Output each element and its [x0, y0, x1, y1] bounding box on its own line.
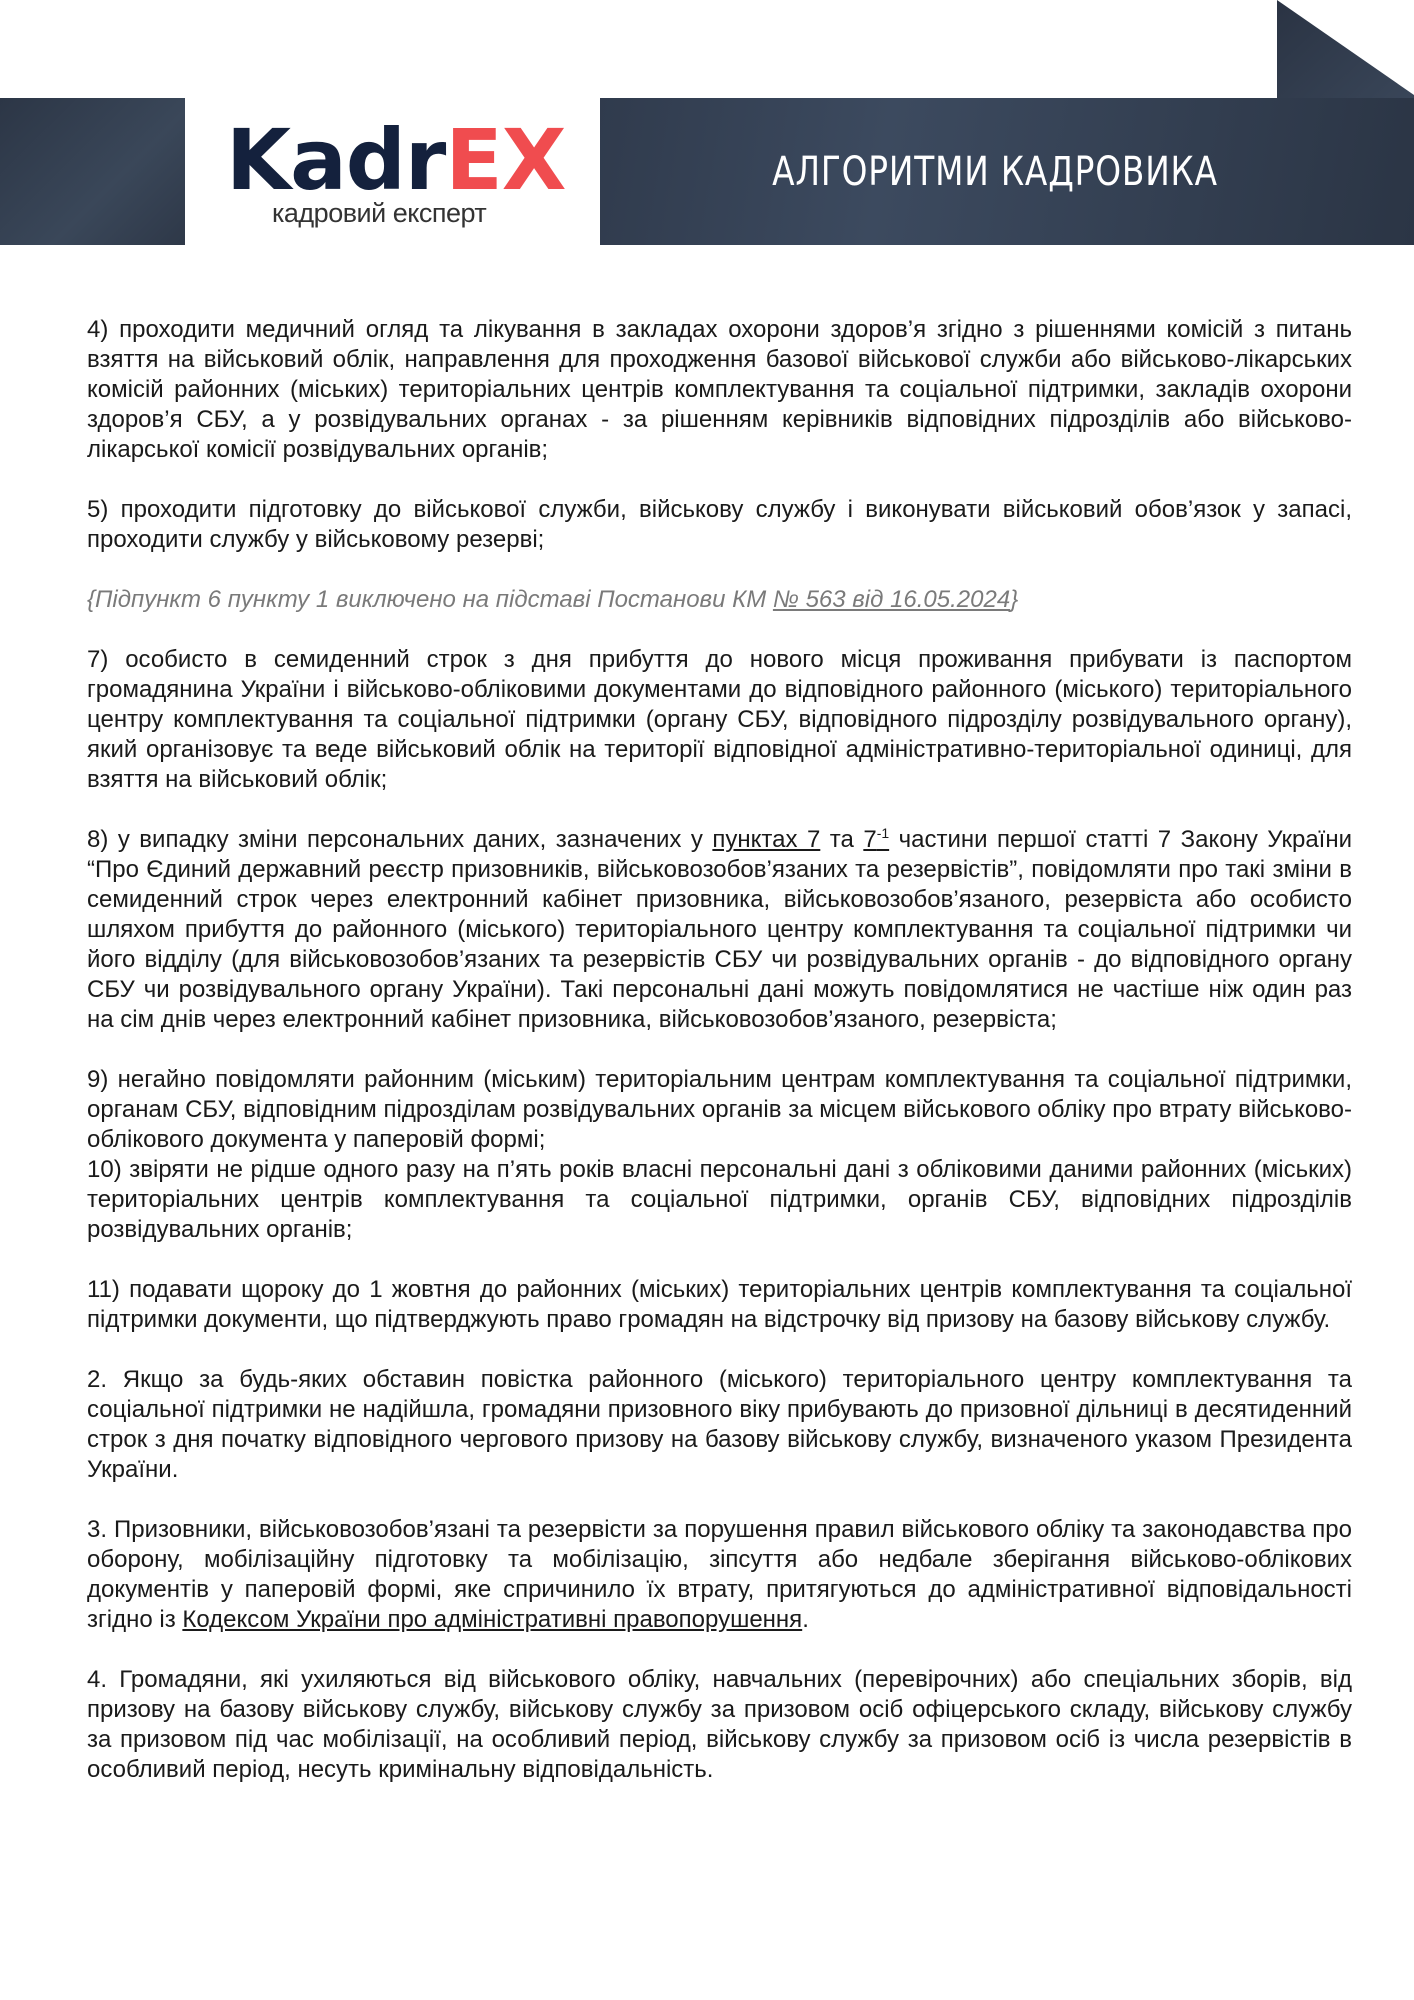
logo-wordmark: [226, 112, 566, 208]
item-6-excluded-note: [87, 585, 1352, 615]
item-4: 4) проходити медичний огляд та лікування в закладах охорони здоров’я згідно з рішеннями комісій з питань взяття на військовий облік, направлення для проходження базової військової служби або військово-лікарських комісій районних (міських) територіальних центрів комплектування та соціальної підтримки, закладів охорони здоров’я СБУ, а у розвідувальних органах - за рішенням керівників відповідних підрозділів або військово-лікарської комісії розвідувальних органів;: [87, 316, 1352, 463]
item-8-text: 8) у випадку зміни персональних даних, зазначених у: [87, 826, 713, 853]
section-3-end: .: [802, 1606, 809, 1633]
item-8-text: частини першої статті 7 Закону України “Про Єдиний державний реєстр призовників, військовозобов’язаних та резервістів”, повідомляти про такі зміни в семиденний строк через електронний кабінет призовника, військовозобов’язаного, резервіста або особисто шляхом прибуття до районного (міського) територіального центру комплектування та соціальної підтримки чи його відділу (для військовозобов’язаних та резервістів СБУ чи розвідувальних органів - до відповідного органу СБУ чи розвідувального органу України). Такі персональні дані можуть повідомлятися не частіше ніж один раз на сім днів через електронний кабінет призовника, військовозобов’язаного, резервіста;: [87, 826, 1352, 1033]
logo-ex: EX: [445, 111, 566, 209]
document-body: [87, 315, 1352, 1815]
logo-subtitle: кадровий експерт: [272, 198, 487, 228]
header-title: АЛГОРИТМИ КАДРОВИКА: [772, 148, 1218, 195]
section-3: [87, 1515, 1352, 1635]
item-7: 7) особисто в семиденний строк з дня прибуття до нового місця проживання прибувати із паспортом громадянина України і військово-обліковими документами до відповідного районного (міського) територіального центру комплектування та соціальної підтримки (органу СБУ, відповідного підрозділу розвідувального органу), який організовує та веде військовий облік на території відповідної адміністративно-територіальної одиниці, для взяття на військовий облік;: [87, 646, 1352, 793]
point-7-1-sup: -1: [876, 825, 890, 841]
resolution-link[interactable]: № 563 від 16.05.2024: [772, 586, 1011, 613]
note-close: }: [1010, 586, 1019, 613]
points-7-link[interactable]: пунктах 7: [712, 826, 821, 853]
point-7-1-number: 7: [863, 826, 877, 853]
item-11: 11) подавати щороку до 1 жовтня до районних (міських) територіальних центрів комплектування та соціальної підтримки документи, що підтверджують право громадян на відстрочку від призову на базову військову службу.: [87, 1276, 1352, 1333]
item-8: [87, 825, 1352, 1035]
item-5: 5) проходити підготовку до військової служби, військову службу і виконувати військовий обов’язок у запасі, проходити службу у військовому резерві;: [87, 496, 1352, 553]
section-2: 2. Якщо за будь-яких обставин повістка районного (міського) територіального центру комплектування та соціальної підтримки не надійшла, громадяни призовного віку прибувають до призовної дільниці в десятиденний строк з дня початку відповідного чергового призову на базову військову службу, визначеного указом Президента України.: [87, 1366, 1352, 1483]
note-text: {Підпункт 6 пункту 1 виключено на підставі Постанови КМ: [87, 586, 773, 613]
section-3-text: 3. Призовники, військовозобов’язані та резервісти за порушення правил військового обліку та законодавства про оборону, мобілізаційну підготовку та мобілізацію, зіпсуття або недбале зберігання військово-облікових документів у паперовій формі, яке спричинило їх втрату, притягуються до адміністративної відповідальності згідно із: [87, 1516, 1352, 1633]
item-9: 9) негайно повідомляти районним (міським) територіальним центрам комплектування та соціальної підтримки, органам СБУ, відповідним підрозділам розвідувальних органів за місцем військового обліку про втрату військово-облікового документа у паперовій формі;: [87, 1066, 1352, 1153]
kadrex-logo: [226, 112, 566, 237]
section-4: 4. Громадяни, які ухиляються від військового обліку, навчальних (перевірочних) або спеціальних зборів, від призову на базову військову службу, військову службу за призовом осіб офіцерського складу, військову службу за призовом під час мобілізації, на особливий період, військову службу за призовом осіб із числа резервістів в особливий період, несуть кримінальну відповідальність.: [87, 1666, 1352, 1783]
item-10: 10) звіряти не рідше одного разу на п’ять років власні персональні дані з обліковими даними районних (міських) територіальних центрів комплектування та соціальної підтримки, органів СБУ, відповідних підрозділів розвідувальних органів;: [87, 1156, 1352, 1243]
item-8-text: та: [820, 826, 864, 853]
admin-offences-code-link[interactable]: Кодексом України про адміністративні правопорушення: [182, 1606, 803, 1633]
logo-kadr: Kadr: [226, 111, 446, 209]
point-7-1-link[interactable]: [863, 826, 889, 853]
header-band-left: [0, 98, 185, 245]
